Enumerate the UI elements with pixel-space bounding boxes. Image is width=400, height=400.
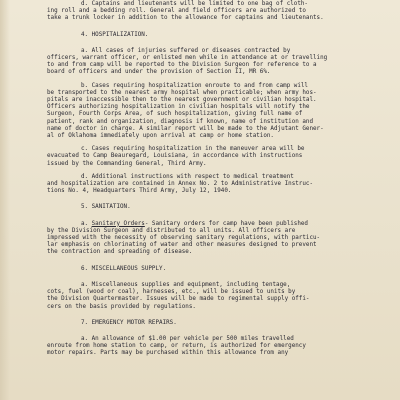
sanitary-orders-label: Sanitary Orders — [91, 220, 145, 227]
paragraph-4b: b. Cases requiring hospitalization enroute to and from camp will be transported to the nearest army hospital when practicable; when army hos- pitals are inaccessible then to the nearest government or civilian hospital. Officers authorizing hospitalization in civilian hospitals will notify the Surgeon, Fourth Corps Area, of such hospitalization, giving full name of patient, rank and organization, diagnosis if known, name of institution and name of doctor in charge. A similar report will be made to the Adjutant Gener- al of Oklahoma immediately upon arrival at camp or home station. — [47, 82, 324, 140]
paragraph-3d: d. Captains and lieutenants will be limited to one bag of cloth- ing roll and a bedding roll. General and field officers are authorized to take a trunk locker in addition to the allowance for captains and lieutenants. — [47, 1, 324, 22]
heading-misc-supply: 6. MISCELLANEOUS SUPPLY. — [81, 265, 167, 272]
paragraph-4c: c. Cases requiring hospitalization in the maneuver area will be evacuated to Camp Beauregard, Louisiana, in accordance with instructions issued by the Commanding General, Third Army. — [47, 146, 305, 167]
paragraph-4a: a. All cases of injuries suffered or diseases contracted by officers, warrant officer, or enlisted men while in attendance at or travelling to and from camp will be reported to the Division Surgeon for reference to a board of officers and under the provision of Section II, MR 6%. — [47, 47, 328, 76]
heading-sanitation: 5. SANITATION. — [81, 204, 131, 211]
heading-motor-repairs: 7. EMERGENCY MOTOR REPAIRS. — [81, 319, 177, 326]
paragraph-5a-text: - Sanitary orders for camp have been published by the Division Surgeon and distributed to all units. All officers are impressed with the necessity of observing sanitary regulations, with particu- lar emphasis on chlorinating of water and other measures designed to prevent the contraction and spreading of disease. — [47, 220, 321, 256]
paragraph-7a: a. An allowance of $1.00 per vehicle per 500 miles travelled enroute from home station to camp, or return, is authorized for emergency motor repairs. Parts may be purchased within this allowance from any — [47, 335, 306, 357]
paragraph-6a: a. Miscellaneous supplies and equipment, including tentage, cots, fuel (wood or coal), harnesses, etc., will be issued to units by the Division Quartermaster. Issues will be made to regimental supply offi- cers on the basis provided by regulations. — [47, 281, 310, 310]
paragraph-5a — [47, 221, 386, 257]
paragraph-5a-prefix: a. — [81, 220, 92, 227]
paragraph-4d: d. Additional instructions with respect to medical treatment and hospitalization are contained in Annex No. 2 to Administrative Instruc- tions No. 4, Headquarters Third Army, July 12, 1940. — [47, 173, 313, 195]
heading-hospitalization: 4. HOSPITALIZATION. — [81, 31, 149, 38]
